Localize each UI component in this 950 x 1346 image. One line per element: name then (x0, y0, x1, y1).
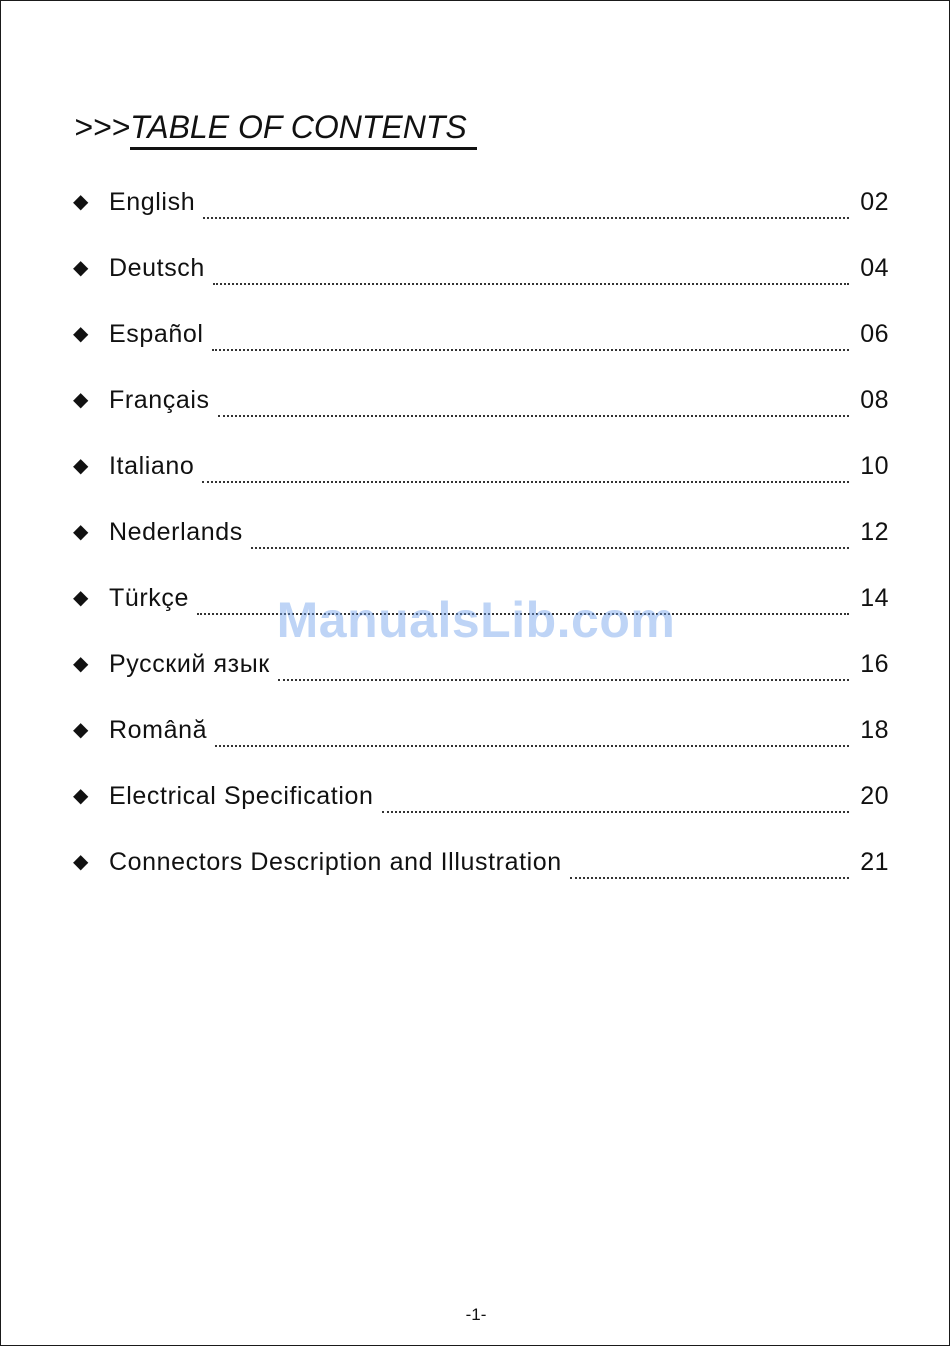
toc-entry-page: 08 (860, 386, 889, 414)
toc-entry-label: Deutsch (109, 254, 205, 282)
toc-entry-page: 06 (860, 320, 889, 348)
toc-entry-page: 12 (860, 518, 889, 546)
toc-entry-page: 21 (860, 848, 889, 876)
toc-entry[interactable] (73, 775, 889, 841)
dot-leader (202, 445, 849, 483)
toc-list (73, 181, 889, 907)
toc-entry[interactable] (73, 379, 889, 445)
dot-leader (197, 577, 849, 615)
toc-entry[interactable] (73, 247, 889, 313)
toc-entry[interactable] (73, 709, 889, 775)
diamond-bullet-icon: ◆ (73, 191, 89, 213)
page-number: -1- (465, 1305, 487, 1324)
toc-heading (74, 109, 477, 150)
watermark: ManualsLib.com (276, 592, 676, 648)
diamond-bullet-icon: ◆ (73, 455, 89, 477)
toc-entry-page: 16 (860, 650, 889, 678)
dot-leader (215, 709, 849, 747)
toc-entry-label: Русский язык (109, 650, 270, 678)
dot-leader (278, 643, 849, 681)
dot-leader (570, 841, 849, 879)
diamond-bullet-icon: ◆ (73, 521, 89, 543)
toc-entry[interactable] (73, 643, 889, 709)
diamond-bullet-icon: ◆ (73, 257, 89, 279)
toc-entry-label: Italiano (109, 452, 195, 480)
toc-entry-label: English (109, 188, 196, 216)
toc-entry-page: 18 (860, 716, 889, 744)
toc-entry-page: 04 (860, 254, 889, 282)
toc-entry[interactable] (73, 841, 889, 907)
toc-entry[interactable] (73, 181, 889, 247)
dot-leader (213, 247, 849, 285)
toc-entry[interactable] (73, 445, 889, 511)
toc-entry-label: Nederlands (109, 518, 243, 546)
toc-entry-label: Türkçe (109, 584, 190, 612)
toc-entry-label: Electrical Specification (109, 782, 374, 810)
toc-entry-label: Română (109, 716, 208, 744)
toc-entry-page: 10 (860, 452, 889, 480)
toc-entry-label: Français (109, 386, 210, 414)
diamond-bullet-icon: ◆ (73, 719, 89, 741)
heading-title: TABLE OF CONTENTS (130, 109, 477, 150)
diamond-bullet-icon: ◆ (73, 653, 89, 675)
diamond-bullet-icon: ◆ (73, 785, 89, 807)
diamond-bullet-icon: ◆ (73, 389, 89, 411)
toc-entry-page: 20 (860, 782, 889, 810)
dot-leader (218, 379, 849, 417)
toc-entry[interactable] (73, 511, 889, 577)
heading-prefix: >>> (74, 109, 131, 145)
toc-entry[interactable] (73, 577, 889, 643)
dot-leader (212, 313, 849, 351)
diamond-bullet-icon: ◆ (73, 323, 89, 345)
diamond-bullet-icon: ◆ (73, 587, 89, 609)
dot-leader (382, 775, 849, 813)
diamond-bullet-icon: ◆ (73, 851, 89, 873)
dot-leader (203, 181, 849, 219)
toc-entry-page: 02 (860, 188, 889, 216)
dot-leader (251, 511, 849, 549)
toc-entry-page: 14 (860, 584, 889, 612)
toc-entry[interactable] (73, 313, 889, 379)
toc-entry-label: Español (109, 320, 204, 348)
toc-entry-label: Connectors Description and Illustration (109, 848, 562, 876)
